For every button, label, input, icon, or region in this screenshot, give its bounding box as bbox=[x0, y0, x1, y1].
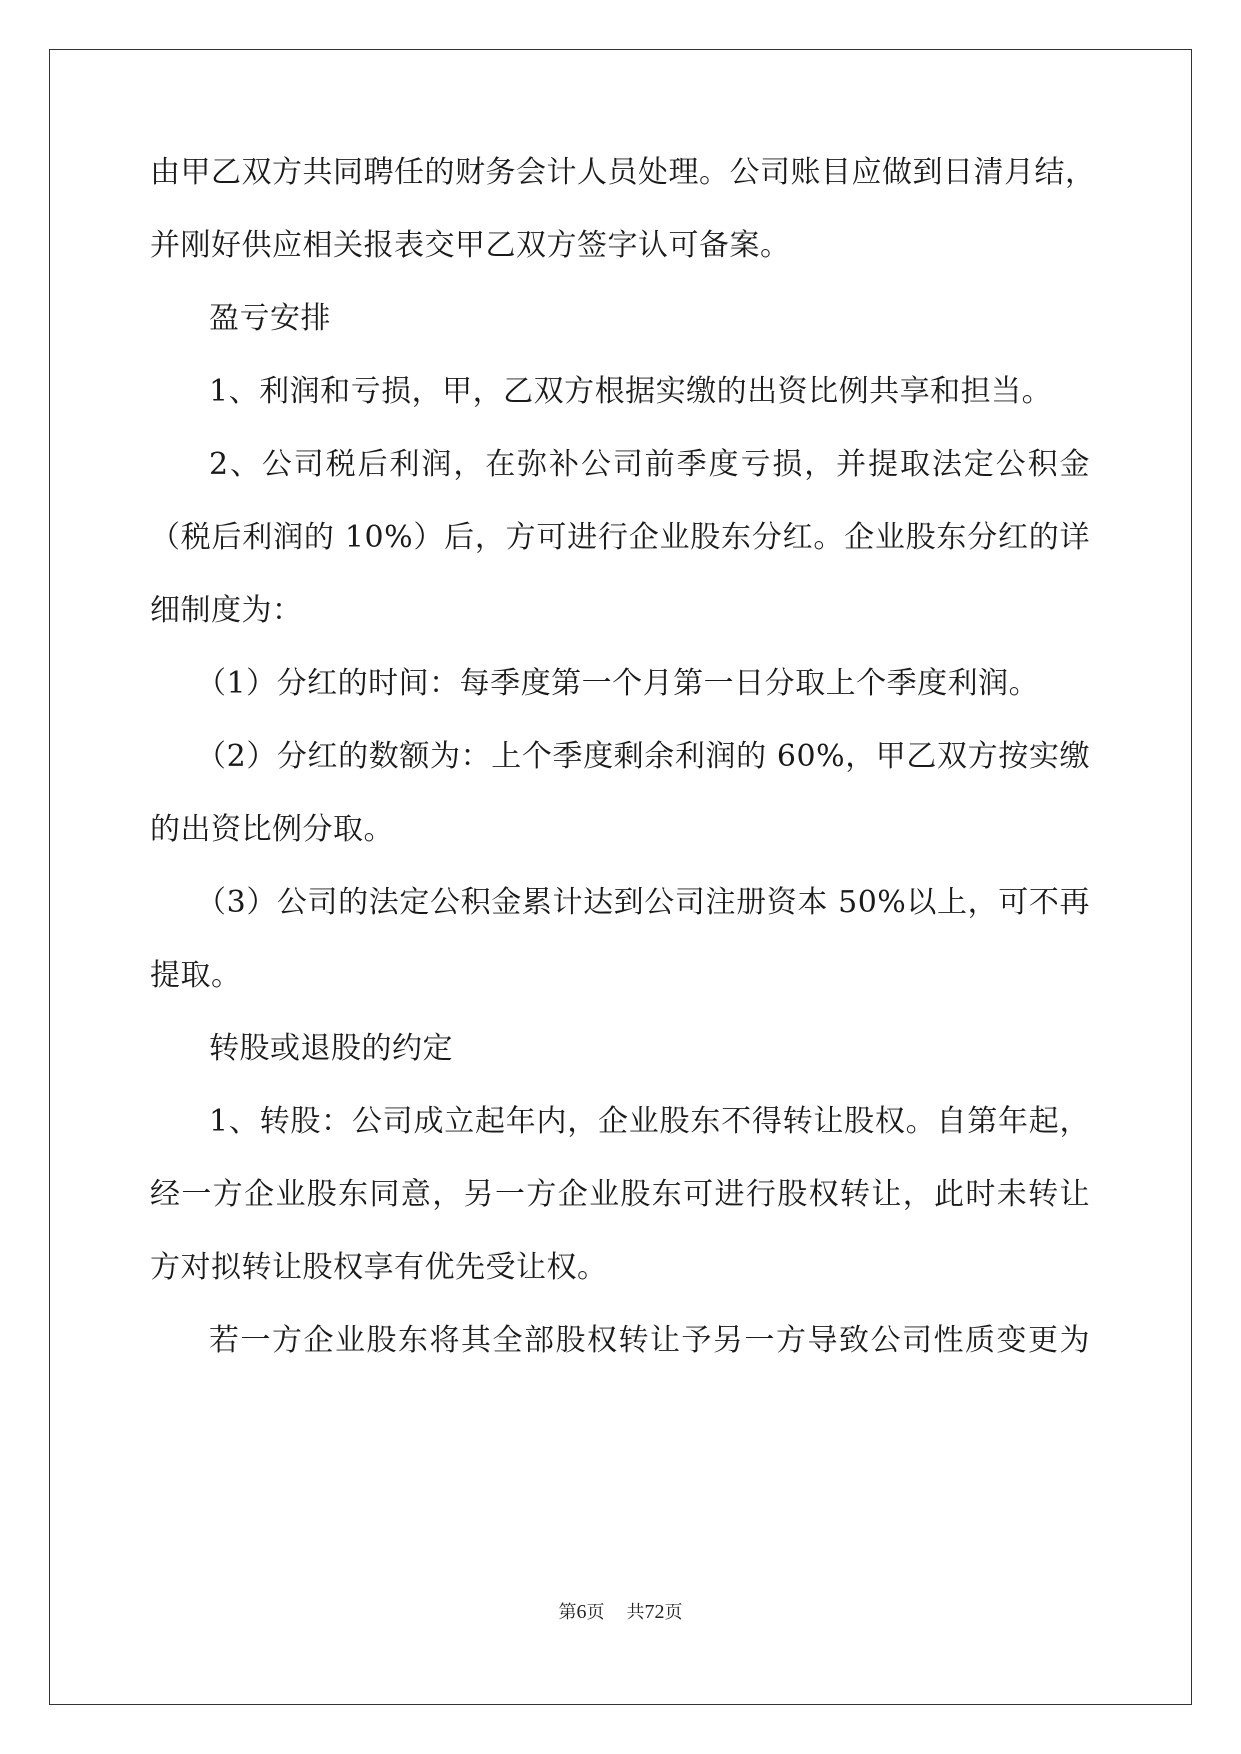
page-footer bbox=[0, 1600, 1241, 1625]
text-line: （税后利润的 10%）后，方可进行企业股东分红。企业股东分红的详 bbox=[150, 520, 1090, 555]
list-item: （2）分红的数额为：上个季度剩余利润的 60%，甲乙双方按实缴 bbox=[196, 739, 1090, 774]
text-line: 1、转股：公司成立起年内，企业股东不得转让股权。自第年起， bbox=[209, 1104, 1090, 1139]
page-prefix: 第 bbox=[558, 1602, 577, 1623]
section-heading: 盈亏安排 bbox=[209, 301, 331, 336]
text-line: 若一方企业股东将其全部股权转让予另一方导致公司性质变更为 bbox=[209, 1323, 1090, 1358]
list-item: （1）分红的时间：每季度第一个月第一日分取上个季度利润。 bbox=[196, 666, 1040, 701]
text-line: 2、公司税后利润，在弥补公司前季度亏损，并提取法定公积金 bbox=[209, 447, 1090, 482]
page-number: 6 bbox=[576, 1601, 587, 1623]
list-item: （3）公司的法定公积金累计达到公司注册资本 50%以上，可不再 bbox=[196, 885, 1090, 920]
text-line: 并刚好供应相关报表交甲乙双方签字认可备案。 bbox=[150, 228, 791, 263]
text-line: 提取。 bbox=[150, 958, 242, 993]
section-heading: 转股或退股的约定 bbox=[209, 1031, 453, 1066]
total-suffix: 页 bbox=[664, 1602, 683, 1623]
page-suffix: 页 bbox=[586, 1602, 605, 1623]
text-line: 经一方企业股东同意，另一方企业股东可进行股权转让，此时未转让 bbox=[150, 1177, 1090, 1212]
text-line: 由甲乙双方共同聘任的财务会计人员处理。公司账目应做到日清月结， bbox=[150, 155, 1096, 190]
text-line: 的出资比例分取。 bbox=[150, 812, 394, 847]
text-line: 方对拟转让股权享有优先受让权。 bbox=[150, 1250, 608, 1285]
text-line: 细制度为： bbox=[150, 593, 303, 628]
total-prefix: 共 bbox=[626, 1602, 645, 1623]
text-line: 1、利润和亏损，甲，乙双方根据实缴的出资比例共享和担当。 bbox=[209, 374, 1053, 409]
page-total: 72 bbox=[644, 1601, 665, 1623]
